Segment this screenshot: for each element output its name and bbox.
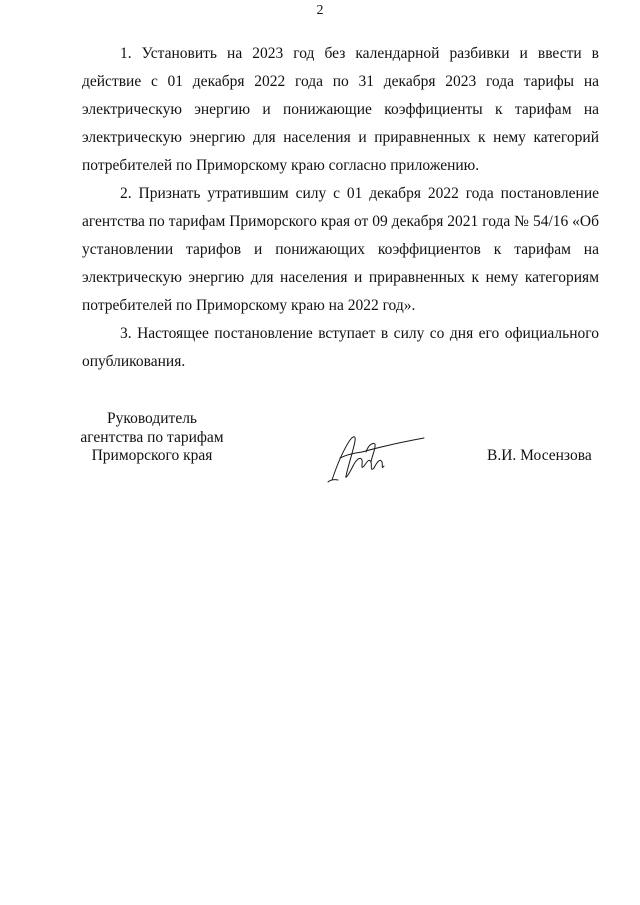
paragraph-3: 3. Настоящее постановление вступает в силу со дня его официального опубликования. <box>82 325 599 370</box>
position-line-3: Приморского края <box>91 447 213 464</box>
document-body <box>82 40 599 376</box>
paragraph-1: 1. Установить на 2023 год без календарной разбивки и ввести в действие с 01 декабря 2022 года по 31 декабря 2023 года тарифы на электрическую энергию и понижающие коэффициенты к тарифам на электрическую энергию для населения и приравненных к нему категорий потребителей по Приморскому краю согласно приложению. <box>82 45 599 174</box>
position-line-2: агентства по тарифам <box>80 428 224 446</box>
page-number: 2 <box>316 3 324 18</box>
signatory-name: В.И. Мосензова <box>487 447 592 464</box>
position-line-1: Руководитель <box>106 410 198 427</box>
signatory-position <box>78 410 226 466</box>
signature-block <box>0 410 640 490</box>
handwritten-signature <box>322 422 432 486</box>
paragraph-2: 2. Признать утратившим силу с 01 декабря 2022 года постановление агентства по тарифам Приморского края от 09 декабря 2021 года № 54/16 «Об установлении тарифов и понижающих коэффициентов к тарифам на электрическую энергию для населения и приравненных к нему категориям потребителей по Приморскому краю на 2022 год». <box>82 185 599 314</box>
